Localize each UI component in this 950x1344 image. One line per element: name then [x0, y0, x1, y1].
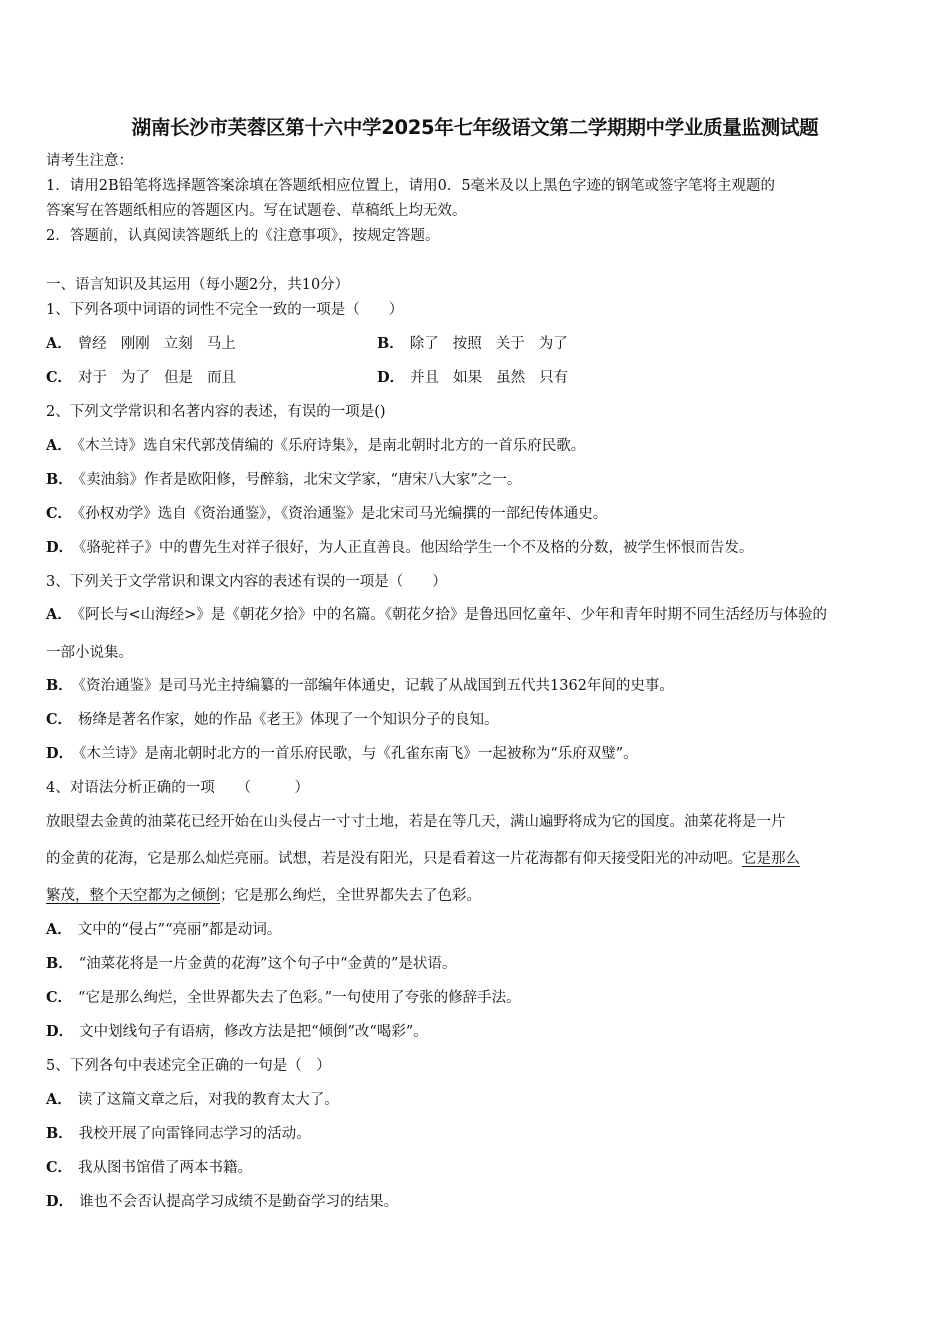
- notice-item-1-line-1: 1．请用2B铅笔将选择题答案涂填在答题纸相应位置上，请用0．5毫米及以上黑色字迹的钢笔或签字笔将主观题的: [46, 178, 776, 194]
- question-5-option-b: [46, 1127, 311, 1142]
- option-text: 《阿长与<山海经>》是《朝花夕拾》中的名篇。《朝花夕拾》是鲁迅回忆童年、少年和青年时期不同生活经历与体验的: [77, 607, 828, 623]
- option-word: 并且: [410, 370, 440, 386]
- question-5-option-a: [46, 1093, 339, 1108]
- question-2-option-b: [46, 473, 521, 488]
- option-word: 为了: [121, 370, 151, 386]
- section-heading: 一、语言知识及其运用（每小题2分，共10分）: [46, 277, 350, 293]
- question-3-option-a-continued: 一部小说集。: [46, 645, 133, 661]
- option-text: 《骆驼祥子》中的曹先生对祥子很好，为人正直善良。他因给学生一个不及格的分数，被学生怀恨而告发。: [79, 540, 754, 556]
- question-4-option-b: [46, 957, 456, 972]
- question-1-option-d: [377, 371, 582, 386]
- option-word: 虽然: [496, 370, 526, 386]
- option-word: 立刻: [163, 336, 193, 352]
- option-label: B．: [46, 955, 73, 972]
- option-word: 而且: [207, 370, 237, 386]
- option-word: 为了: [538, 336, 568, 352]
- question-1-stem: 1、下列各项中词语的词性不完全一致的一项是（ ）: [46, 302, 404, 318]
- notice-item-1-line-2: 答案写在答题纸相应的答题区内。写在试题卷、草稿纸上均无效。: [46, 203, 467, 219]
- option-text: 《卖油翁》作者是欧阳修，号醉翁，北宋文学家，“唐宋八大家”之一。: [78, 472, 522, 488]
- question-4-option-c: [46, 991, 521, 1006]
- option-word: 曾经: [77, 336, 107, 352]
- question-3-option-b: [46, 679, 674, 694]
- option-label: D．: [46, 539, 74, 556]
- question-4-passage-line-2: [46, 852, 800, 867]
- option-text: “它是那么绚烂，全世界都失去了色彩。”一句使用了夸张的修辞手法。: [78, 990, 521, 1006]
- option-word: 关于: [495, 336, 525, 352]
- option-text: 文中的“侵占”“亮丽”都是动词。: [77, 922, 282, 938]
- option-text: 《孙权劝学》选自《资治通鉴》，《资治通鉴》是北宋司马光编撰的一部纪传体通史。: [78, 506, 608, 522]
- question-3-stem: 3、下列关于文学常识和课文内容的表述有误的一项是（ ）: [46, 574, 447, 590]
- option-text: “油菜花将是一片金黄的花海”这个句子中“金黄的”是状语。: [78, 956, 457, 972]
- option-label: C．: [46, 505, 73, 522]
- option-text: 我校开展了向雷锋同志学习的活动。: [78, 1126, 311, 1142]
- question-1-option-b: [377, 337, 582, 352]
- passage-text: ；它是那么绚烂，全世界都失去了色彩。: [220, 888, 481, 904]
- option-word: 马上: [206, 336, 236, 352]
- option-label: C．: [46, 1159, 73, 1176]
- question-1-option-c: [46, 371, 250, 386]
- notice-item-2: 2．答题前，认真阅读答题纸上的《注意事项》，按规定答题。: [46, 228, 440, 244]
- option-text: 《资治通鉴》是司马光主持编纂的一部编年体通史，记载了从战国到五代共1362年间的史事。: [78, 678, 674, 694]
- question-2-option-d: [46, 541, 753, 556]
- option-label: A．: [46, 606, 72, 623]
- option-label: A．: [46, 1091, 72, 1108]
- option-text: 谁也不会否认提高学习成绩不是勤奋学习的结果。: [79, 1194, 399, 1210]
- option-label: A．: [46, 921, 72, 938]
- option-text: 我从图书馆借了两本书籍。: [78, 1160, 253, 1176]
- question-4-passage-line-1: 放眼望去金黄的油菜花已经开始在山头侵占一寸寸土地，若是在等几天，满山遍野将成为它的国度。油菜花将是一片: [46, 814, 786, 830]
- question-2-option-c: [46, 507, 607, 522]
- question-4-passage-line-3: [46, 889, 481, 904]
- option-word: 只有: [539, 370, 569, 386]
- passage-text: 的金黄的花海，它是那么灿烂亮丽。试想，若是没有阳光，只是看着这一片花海都有仰天接受阳光的冲动吧。: [46, 851, 742, 867]
- question-5-stem: 5、下列各句中表述完全正确的一句是（ ）: [46, 1058, 331, 1074]
- option-word: 但是: [164, 370, 194, 386]
- question-4-option-d: [46, 1025, 428, 1040]
- option-word: 按照: [452, 336, 482, 352]
- option-label: A．: [46, 335, 72, 352]
- option-label: C．: [46, 989, 73, 1006]
- option-text: 文中划线句子有语病，修改方法是把“倾倒”改“喝彩”。: [79, 1024, 428, 1040]
- option-label: D．: [46, 1023, 74, 1040]
- question-2-stem: 2、下列文学常识和名著内容的表述，有误的一项是(): [46, 404, 386, 420]
- option-word: 刚刚: [120, 336, 150, 352]
- option-text: 《木兰诗》是南北朝时北方的一首乐府民歌，与《孔雀东南飞》一起被称为“乐府双璧”。: [79, 746, 638, 762]
- option-text: 《木兰诗》选自宋代郭茂倩编的《乐府诗集》，是南北朝时北方的一首乐府民歌。: [77, 438, 586, 454]
- exam-title: 湖南长沙市芙蓉区第十六中学2025年七年级语文第二学期期中学业质量监测试题: [131, 116, 819, 139]
- notice-heading: 请考生注意：: [46, 153, 133, 169]
- option-label: B．: [377, 335, 404, 352]
- option-text: 读了这篇文章之后，对我的教育太大了。: [77, 1092, 339, 1108]
- option-label: A．: [46, 437, 72, 454]
- option-word: 除了: [409, 336, 439, 352]
- option-label: B．: [46, 1125, 73, 1142]
- option-word: 如果: [453, 370, 483, 386]
- option-label: D．: [46, 745, 74, 762]
- question-1-option-a: [46, 337, 250, 352]
- question-3-option-d: [46, 747, 638, 762]
- option-text: 杨绛是著名作家，她的作品《老王》体现了一个知识分子的良知。: [78, 712, 499, 728]
- option-label: B．: [46, 677, 73, 694]
- option-word: 对于: [78, 370, 108, 386]
- option-label: D．: [377, 369, 405, 386]
- option-label: B．: [46, 471, 73, 488]
- question-5-option-c: [46, 1161, 252, 1176]
- option-label: C．: [46, 369, 73, 386]
- question-3-option-a: [46, 608, 827, 623]
- question-5-option-d: [46, 1195, 398, 1210]
- underlined-sentence: 繁茂，整个天空都为之倾倒: [46, 888, 220, 904]
- question-4-option-a: [46, 923, 281, 938]
- underlined-sentence: 它是那么: [742, 851, 800, 867]
- question-2-option-a: [46, 439, 585, 454]
- question-3-option-c: [46, 713, 499, 728]
- option-label: D．: [46, 1193, 74, 1210]
- question-4-stem: 4、对语法分析正确的一项 （ ）: [46, 780, 309, 796]
- option-label: C．: [46, 711, 73, 728]
